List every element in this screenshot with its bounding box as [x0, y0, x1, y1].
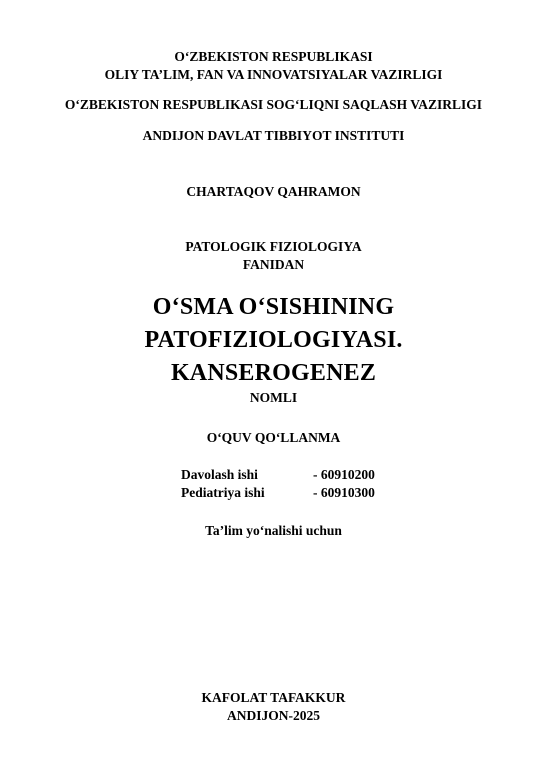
institute-name: ANDIJON DAVLAT TIBBIYOT INSTITUTI: [142, 128, 405, 143]
specialty-code: - 60910200: [313, 467, 375, 482]
subject-line2: FANIDAN: [242, 257, 305, 272]
title-line2: PATOFIZIOLOGIYASI.: [144, 327, 403, 353]
title-suffix: NOMLI: [249, 390, 298, 405]
publisher-name: KAFOLAT TAFAKKUR: [201, 690, 346, 705]
city-year: ANDIJON-2025: [227, 708, 320, 723]
specialty-name: Pediatriya ishi: [181, 485, 265, 500]
ministry1-line1: O‘ZBEKISTON RESPUBLIKASI: [174, 49, 373, 64]
document-type: O‘QUV QO‘LLANMA: [206, 430, 341, 445]
ministry1-line2: OLIY TA’LIM, FAN VA INNOVATSIYALAR VAZIRLIGI: [104, 67, 443, 82]
specialty-row: [181, 466, 375, 483]
title-line1: O‘SMA O‘SISHINING: [152, 294, 395, 320]
title-line3: KANSEROGENEZ: [170, 360, 377, 386]
specialty-code: - 60910300: [313, 485, 375, 500]
ministry2: O‘ZBEKISTON RESPUBLIKASI SOG‘LIQNI SAQLASH VAZIRLIGI: [64, 97, 483, 112]
purpose-text: Ta’lim yo‘nalishi uchun: [205, 523, 342, 538]
specialty-name: Davolash ishi: [181, 467, 258, 482]
author-name: CHARTAQOV QAHRAMON: [186, 184, 361, 199]
specialty-row: [181, 484, 375, 501]
subject-line1: PATOLOGIK FIZIOLOGIYA: [185, 239, 362, 254]
